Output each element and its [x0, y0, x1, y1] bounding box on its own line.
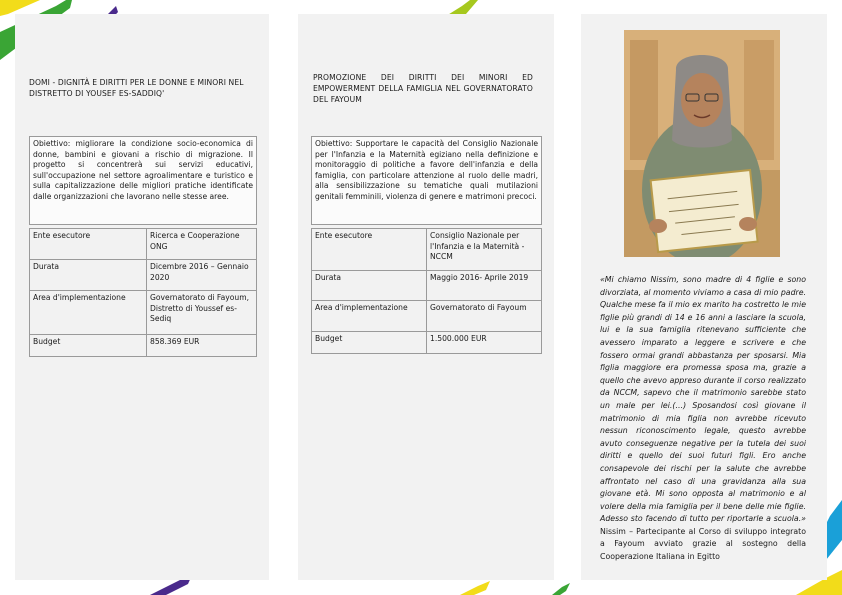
row-value-executor: Ricerca e Cooperazione ONG: [147, 229, 257, 260]
row-label-budget: Budget: [312, 332, 427, 354]
testimony-quote: «Mi chiamo Nissim, sono madre di 4 figlie e sono divorziata, al momento viviamo a casa di mio padre. Qualche mese fa il mio ex marito ha costretto le mie figlie più grandi di 14 e 16 anni a lasciare la scuola, lui e la sua famiglia ritenevano sufficiente che avessero imparato a leggere e scrivere e che fossero ormai grandi abbastanza per sposarsi. Mia figlia maggiore era promessa sposa ma, grazie a quello che avevo appreso durante il corso realizzato da NCCM, sapevo che il matrimonio sarebbe stato un male per lei.(…) Sposandosi così giovane il matrimonio di mia figlia non avrebbe ricevuto nessun riconoscimento legale, questo avrebbe avuto conseguenze negative per la tutela dei suoi diritti e quello dei suoi futuri figli. Ero anche consapevole dei rischi per la salute che avrebbe affrontato nel caso di una gravidanza alla sua giovane età. Mi sono opposta al matrimonio e al volere della mia famiglia per il bene delle mie figlie. Adesso sto facendo di tutto per riportarle a scuola.»: [600, 275, 806, 524]
table-row: [312, 301, 542, 332]
participant-photo: [624, 30, 780, 257]
row-value-duration: Dicembre 2016 – Gennaio 2020: [147, 260, 257, 291]
project-objective-child-rights: Obiettivo: Supportare le capacità del Consiglio Nazionale per l'Infanzia e la Maternità egiziano nella definizione e monitoraggio di politiche a favore dell'infanzia e della famiglia, con particolare attenzione al ruolo delle madri, alla sensibilizzazione su tematiche quali mutilazioni genitali femminili, violenza di genere e matrimoni precoci.: [311, 136, 542, 225]
project-info-table-domi: [29, 228, 257, 357]
project-info-table-child-rights: [311, 228, 542, 354]
table-row: [30, 229, 257, 260]
testimony-text: [600, 274, 806, 564]
row-label-area: Area d'implementazione: [30, 291, 147, 335]
row-label-area: Area d'implementazione: [312, 301, 427, 332]
row-label-executor: Ente esecutore: [312, 229, 427, 271]
table-row: [312, 229, 542, 271]
row-value-area: Governatorato di Fayoum, Distretto di Youssef es-Sediq: [147, 291, 257, 335]
yellow-stroke-bottom-center: [460, 581, 490, 595]
row-value-executor: Consiglio Nazionale per l'Infanzia e la Maternità - NCCM: [427, 229, 542, 271]
row-value-budget: 858.369 EUR: [147, 335, 257, 357]
table-row: [312, 271, 542, 301]
row-value-duration: Maggio 2016- Aprile 2019: [427, 271, 542, 301]
row-label-budget: Budget: [30, 335, 147, 357]
row-label-executor: Ente esecutore: [30, 229, 147, 260]
project-title-child-rights: PROMOZIONE DEI DIRITTI DEI MINORI ED EMPOWERMENT DELLA FAMIGLIA NEL GOVERNATORATO DEL FAYOUM: [313, 73, 533, 104]
table-row: [312, 332, 542, 354]
table-row: [30, 260, 257, 291]
row-label-duration: Durata: [30, 260, 147, 291]
row-value-area: Governatorato di Fayoum: [427, 301, 542, 332]
row-label-duration: Durata: [312, 271, 427, 301]
green-stroke-bottom-center: [552, 583, 570, 595]
row-value-budget: 1.500.000 EUR: [427, 332, 542, 354]
project-title-domi: DOMI - DIGNITÀ E DIRITTI PER LE DONNE E MINORI NEL DISTRETTO DI YOUSEF ES-SADDIQ': [29, 78, 244, 98]
table-row: [30, 335, 257, 357]
testimony-attribution: Nissim – Partecipante al Corso di sviluppo integrato a Fayoum avviato grazie al sostegno della Cooperazione Italiana in Egitto: [600, 526, 806, 562]
project-objective-domi: Obiettivo: migliorare la condizione socio-economica di donne, bambini e giovani a rischio di migrazione. Il progetto si concentrerà sui servizi educativi, sull'occupazione nel settore agroalimentare e turistico e sulla capitalizzazione delle migliori pratiche identificate dalle organizzazioni che lavorano nelle stesse aree.: [29, 136, 257, 225]
table-row: [30, 291, 257, 335]
